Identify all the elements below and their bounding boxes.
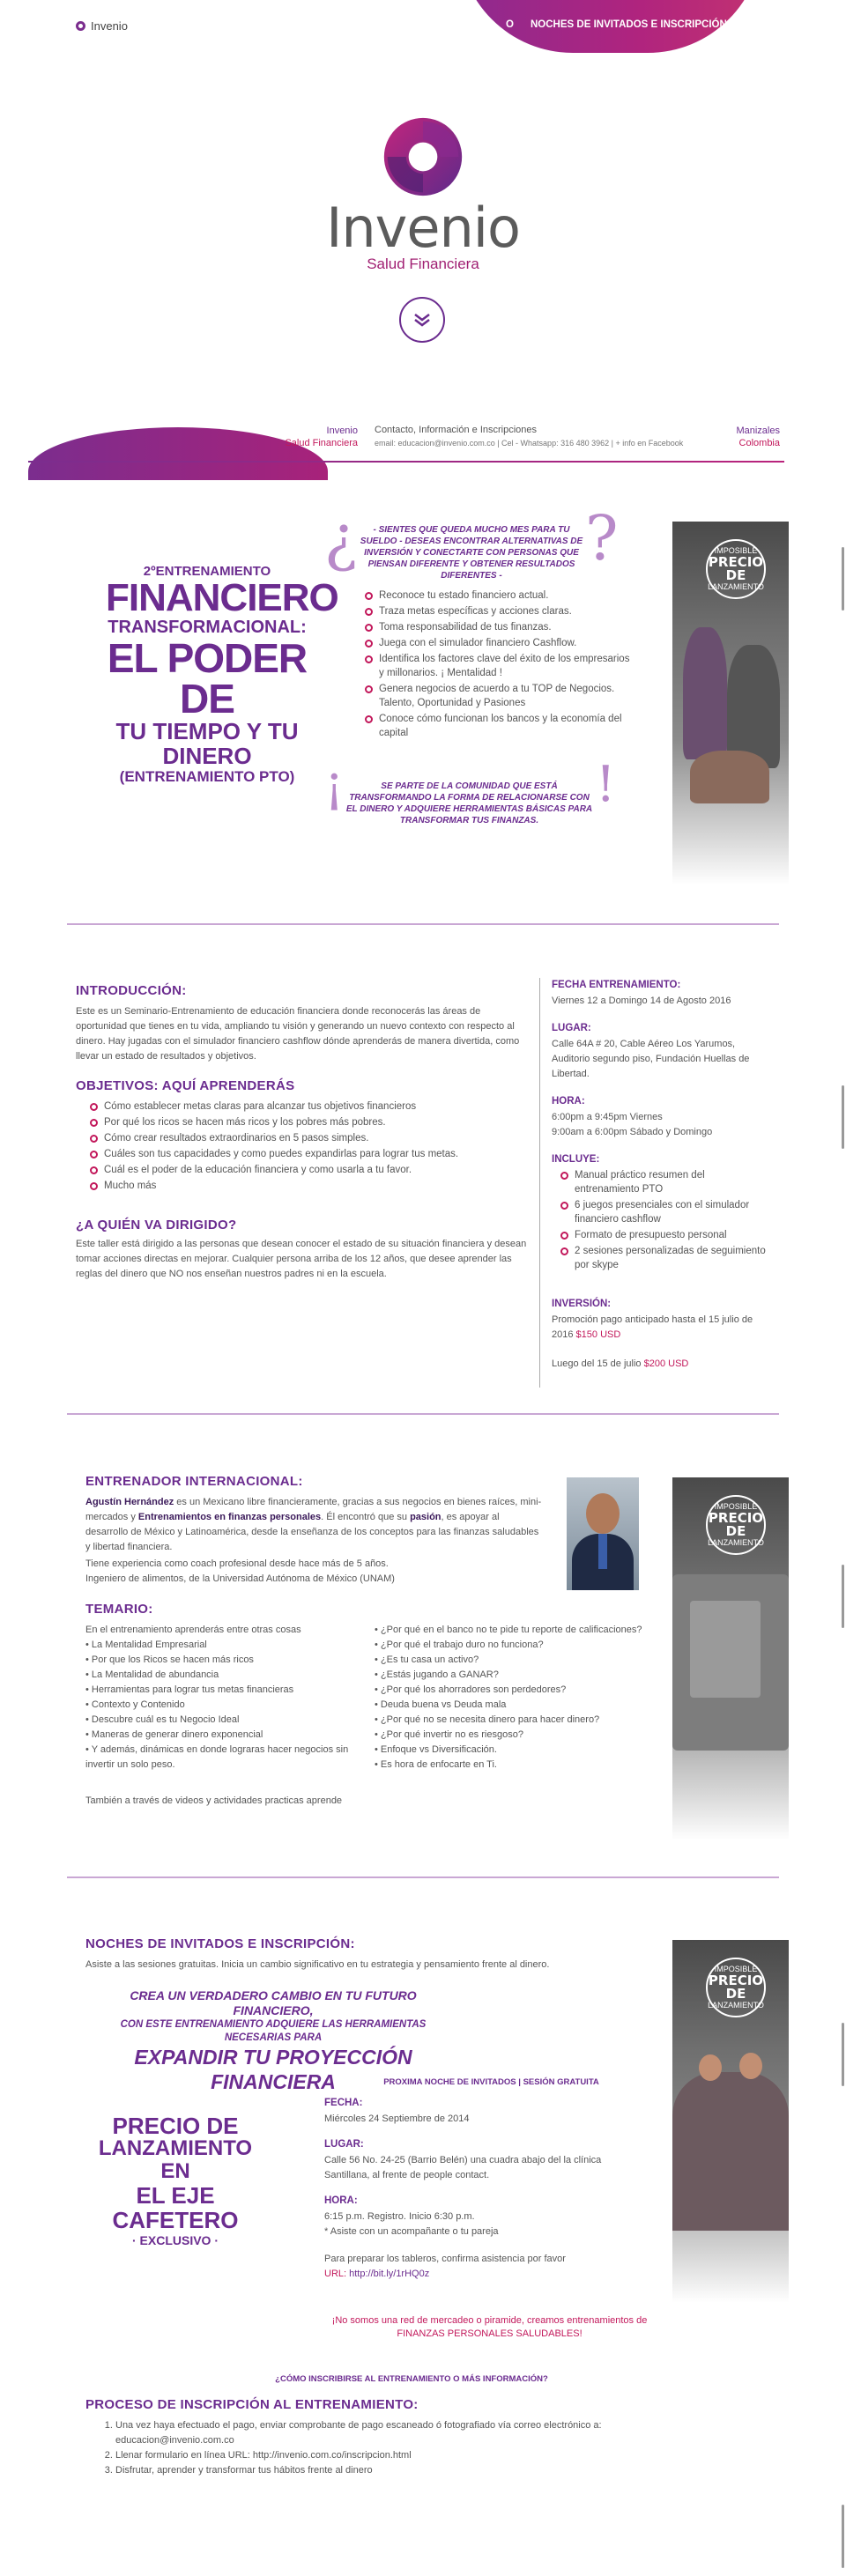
list-item: Reconoce tu estado financiero actual. [363,588,636,603]
trainer-bio-bold-2: Entrenamientos en finanzas personales [137,1512,322,1522]
contact-brand-name: Invenio [326,426,358,436]
trainer-bio-3: , es apoyar al desarrollo de México y Latinoamérica, desde la enseñanza de los conceptos para las finanzas saludables y libertad financiera. [85,1512,539,1552]
process-steps [101,2418,630,2478]
pto-title-l2: FINANCIERO [106,576,338,619]
banner-line-2: CON ESTE ENTRENAMIENTO ADQUIERE LAS HERRAMIENTAS NECESARIAS PARA [120,2019,427,2043]
contact-brand-sub: Salud Financiera [285,438,358,448]
pto-title-l5: TU TIEMPO Y TU DINERO [115,718,299,769]
list-item: • Enfoque vs Diversificación. [375,1744,497,1755]
lugar-text: Calle 56 No. 24-25 (Barrio Belén) una cuadra abajo del la clínica Santillana, al frente de people contact. [324,2155,602,2180]
trainer-bio-2: . Él encontró que su [321,1512,411,1522]
list-item: • ¿Por qué los ahorradores son perdedores? [375,1684,567,1695]
promo-l4: · EXCLUSIVO · [131,2233,219,2247]
list-item: • Descubre cuál es tu Negocio Ideal [85,1714,240,1725]
list-item: • Contexto y Contenido [85,1699,185,1710]
training-photo-3 [672,1940,789,2303]
objectives-list [88,1099,529,1195]
intro-text: Este es un Seminario-Entrenamiento de educación financiera donde reconocerás las áreas de oportunidad que tienes en tu vida, ampliando tu visión y generando un nuevo contexto con respecto al dinero. Hay jugadas con el simulador financiero cashflow dónde aprenderás de manera divertida, como llevar un estado de resultados y objetivos. [76,1006,520,1062]
badge-mid: PRECIO DE [708,1510,764,1539]
benefits-list [363,588,636,742]
hour-line-1: 6:00pm a 9:45pm Viernes [552,1112,663,1122]
prep-url-link[interactable]: http://bit.ly/1rHQ0z [349,2269,430,2279]
how-to-title: ¿CÓMO INSCRIBIRSE AL ENTRENAMIENTO O MÁS INFORMACIÓN? [275,2374,548,2384]
exclamation-close-icon: ! [596,756,616,813]
list-item: Cómo crear resultados extraordinarios en 5 pasos simples. [88,1131,529,1145]
audience-text: Este taller está dirigido a las personas que desean conocer el estado de su situación financiera y desean tomar acciones directas en mejorar. Cualquier persona arriba de los 12 años, que desee aprender las reglas del dinero que NO nos enseñan nuestros padres ni en la escuela. [76,1239,527,1279]
contact-city [696,425,780,449]
question-banner: - SIENTES QUE QUEDA MUCHO MES PARA TU SUELDO - DESEAS ENCONTRAR ALTERNATIVAS DE INVERSIÓN Y CONECTARTE CON PERSONAS QUE PIENSAN DIFERENTE Y OBTENER RESULTADOS DIFERENTES - [360,525,583,581]
objectives-title: OBJETIVOS: AQUÍ APRENDERÁS [76,1078,295,1093]
place-title: LUGAR: [552,1023,591,1033]
trainer-title: ENTRENADOR INTERNACIONAL: [85,1474,303,1489]
section-divider [67,1876,779,1878]
list-item: • ¿Es tu casa un activo? [375,1654,479,1665]
audience-title: ¿A QUIÉN VA DIRIGIDO? [76,1218,237,1232]
community-banner: SE PARTE DE LA COMUNIDAD QUE ESTÁ TRANSFORMANDO LA FORMA DE RELACIONARSE CON EL DINERO Y ADQUIERE HERRAMIENTAS BÁSICAS PARA TRANSFORMAR TUS FINANZAS. [345,781,593,825]
section-divider [67,923,779,925]
price-early: $150 USD [575,1329,621,1340]
list-item: • ¿Estás jugando a GANAR? [375,1669,499,1680]
promo-l2: LANZAMIENTO EN [98,2136,253,2183]
investment-early-text: Promoción pago anticipado hasta el 15 julio de 2016 [552,1314,753,1340]
nav-brand[interactable] [76,19,128,33]
list-item: • Por que los Ricos se hacen más ricos [85,1654,254,1665]
process-title: PROCESO DE INSCRIPCIÓN AL ENTRENAMIENTO: [85,2397,419,2412]
temario-title: TEMARIO: [85,1602,153,1617]
list-item: Mucho más [88,1179,529,1193]
list-item[interactable]: 2. Llenar formulario en línea URL: http://invenio.com.co/inscripcion.html [115,2448,630,2463]
price-late: $200 USD [643,1358,689,1369]
trainer-bio-bold-3: pasión [410,1512,442,1522]
badge-top: IMPOSIBLE [714,546,758,555]
hour-title: HORA: [552,1096,585,1107]
contact-title: Contacto, Información e Inscripciones [375,425,538,435]
scroll-down-button[interactable] [399,297,445,343]
chevron-double-down-icon [412,312,432,328]
photo-badge [706,539,766,599]
badge-bot: LANZAMIENTO [708,1538,764,1547]
promo-graphic [97,2114,254,2248]
question-mark-close-icon: ? [585,502,619,574]
lugar-title: LUGAR: [324,2139,364,2150]
badge-bot: LANZAMIENTO [708,582,764,591]
date-title: FECHA ENTRENAMIENTO: [552,980,681,990]
list-item: • La Mentalidad Empresarial [85,1640,207,1650]
list-item: 6 juegos presenciales con el simulador financiero cashflow [559,1198,772,1226]
badge-top: IMPOSIBLE [714,1502,758,1511]
list-item: 2 sesiones personalizadas de seguimiento por skype [559,1244,772,1272]
contact-brand [282,425,358,449]
prep-text: Para preparar los tableros, confirma asistencia por favor [324,2254,566,2264]
pto-title-l3: TRANSFORMACIONAL: [108,618,307,637]
temario-list-left [85,1638,354,1773]
badge-bot: LANZAMIENTO [708,2001,764,2010]
nav-brand-label: Invenio [91,19,128,33]
list-item: • Y además, dinámicas en donde lograras hacer negocios sin invertir un solo peso. [85,1744,349,1770]
list-item: Genera negocios de acuerdo a tu TOP de Negocios. Talento, Oportunidad y Pasiones [363,682,636,710]
invenio-logo-mark [381,115,465,199]
list-item: • Maneras de generar dinero exponencial [85,1729,263,1740]
pto-title-l6: (ENTRENAMIENTO PTO) [119,768,295,785]
nav-item-invitados[interactable]: NOCHES DE INVITADOS E INSCRIPCIÓN [531,19,727,30]
investment-title: INVERSIÓN: [552,1299,612,1309]
column-divider [539,978,540,1388]
list-item: • ¿Por qué invertir no es riesgoso? [375,1729,523,1740]
list-item: Juega con el simulador financiero Cashflow. [363,636,636,650]
trainer-photo [567,1477,639,1590]
photo-badge [706,1495,766,1555]
list-item: 3. Disfrutar, aprender y transformar tus hábitos frente al dinero [115,2463,630,2478]
list-item: • La Mentalidad de abundancia [85,1669,219,1680]
temario-intro: En el entrenamiento aprenderás entre otras cosas [85,1625,301,1635]
hora-text: 6:15 p.m. Registro. Inicio 6:30 p.m. [324,2211,475,2222]
nav-item-0[interactable]: O [506,19,514,30]
list-item: • Es hora de enfocarte en Ti. [375,1759,497,1770]
contact-country: Colombia [738,438,780,448]
list-item: • ¿Por qué el trabajo duro no funciona? [375,1640,544,1650]
trainer-education: Ingeniero de alimentos, de la Universidad Autónoma de México (UNAM) [85,1573,395,1584]
scrollbar-thumb[interactable] [842,2023,844,2086]
hora-title: HORA: [324,2195,358,2206]
includes-title: INCLUYE: [552,1154,600,1165]
scrollbar-thumb[interactable] [842,2505,844,2568]
nav-menu [458,0,762,53]
banner-line-3: EXPANDIR TU PROYECCIÓN FINANCIERA [134,2046,412,2093]
investment-late [552,1357,772,1372]
list-item: Identifica los factores clave del éxito de los empresarios y millonarios. ¡ Mentalidad ! [363,652,636,680]
fecha-text: Miércoles 24 Septiembre de 2014 [324,2113,470,2124]
badge-mid: PRECIO DE [708,554,764,583]
pto-title-l1: 2ºENTRENAMIENTO [143,564,271,579]
scrollbar-thumb[interactable] [842,547,844,611]
list-item: Toma responsabilidad de tus finanzas. [363,620,636,634]
invitados-subtitle: Asiste a las sesiones gratuitas. Inicia un cambio significativo en tu estrategia y pensamiento frente al dinero. [85,1959,550,1970]
promo-l1: PRECIO DE [112,2113,239,2139]
prep-url-line [324,2267,615,2282]
investment-early [552,1313,772,1343]
prep-url-label: URL: [324,2269,347,2279]
list-item: • Deuda buena vs Deuda mala [375,1699,507,1710]
list-item: Manual práctico resumen del entrenamiento PTO [559,1168,772,1196]
badge-mid: PRECIO DE [708,1973,764,2002]
list-item: • ¿Por qué en el banco no te pide tu reporte de calificaciones? [375,1625,642,1635]
fecha-title: FECHA: [324,2098,363,2108]
warning-text: ¡No somos una red de mercadeo o piramide, creamos entrenamientos de FINANZAS PERSONALES SALUDABLES! [331,2315,648,2339]
hero-logo-subtitle: Salud Financiera [367,255,479,272]
training-photo-2 [672,1477,789,1840]
date-text: Viernes 12 a Domingo 14 de Agosto 2016 [552,996,731,1006]
training-photo-1 [672,522,789,885]
investment-late-text: Luego del 15 de julio [552,1358,642,1369]
invitados-title: NOCHES DE INVITADOS E INSCRIPCIÓN: [85,1936,355,1951]
scrollbar-thumb[interactable] [842,1085,844,1149]
promo-l3: EL EJE CAFETERO [112,2182,239,2233]
list-item: Traza metas específicas y acciones claras. [363,604,636,618]
list-item: Cuáles son tus capacidades y como puedes expandirlas para lograr tus metas. [88,1147,529,1161]
list-item: • Herramientas para lograr tus metas financieras [85,1684,294,1695]
next-session-title: PROXIMA NOCHE DE INVITADOS | SESIÓN GRATUITA [383,2077,599,2087]
badge-top: IMPOSIBLE [714,1965,758,1973]
trainer-bio-1: es un Mexicano libre financieramente, gracias a sus negocios en bienes raíces, mini-mercados y [85,1497,542,1522]
intro-title: INTRODUCCIÓN: [76,983,187,998]
trainer-experience: Tiene experiencia como coach profesional desde hace más de 5 años. [85,1558,389,1569]
hero-logo-word: Invenio [326,196,520,260]
event-details [552,980,772,1372]
list-item: 1. Una vez haya efectuado el pago, enviar comprobante de pago escaneado ó fotografiado vía correo electrónico a: educacion@invenio.com.co [115,2418,630,2448]
contact-details[interactable]: email: educacion@invenio.com.co | Cel - Whatsapp: 316 480 3962 | + info en Facebook [375,439,684,448]
list-item: Conoce cómo funcionan los bancos y la economía del capital [363,712,636,740]
exclamation-open-icon: ¡ [324,756,345,813]
pto-title-l4: EL PODER DE [107,635,308,722]
pto-title-graphic [106,564,338,786]
section-divider [67,1413,779,1415]
trainer-bio [85,1495,544,1555]
contact-divider [28,461,784,463]
contact-city-name: Manizales [736,426,780,436]
session-details [324,2098,615,2282]
photo-badge [706,1958,766,2017]
hour-line-2: 9:00am a 6:00pm Sábado y Domingo [552,1127,713,1137]
list-item: Formato de presupuesto personal [559,1228,772,1242]
list-item: • ¿Por qué no se necesita dinero para hacer dinero? [375,1714,600,1725]
list-item: Por qué los ricos se hacen más ricos y los pobres más pobres. [88,1115,529,1129]
place-text: Calle 64A # 20, Cable Aéreo Los Yarumos, Auditorio segundo piso, Fundación Huellas de Libertad. [552,1039,750,1079]
trainer-name: Agustín Hernández [85,1497,174,1507]
list-item: Cuál es el poder de la educación financiera y como usarla a tu favor. [88,1163,529,1177]
banner-line-1: CREA UN VERDADERO CAMBIO EN TU FUTURO FINANCIERO, [130,1988,417,2017]
top-nav [0,0,846,53]
invenio-logo-icon [76,21,85,31]
question-mark-open-icon: ¿ [324,502,358,574]
includes-list [552,1168,772,1272]
temario-footer: También a través de videos y actividades practicas aprende [85,1795,343,1806]
temario-list-right [375,1623,657,1773]
scrollbar-thumb[interactable] [842,1565,844,1628]
list-item: Cómo establecer metas claras para alcanzar tus objetivos financieros [88,1099,529,1114]
hora-note: * Asiste con un acompañante o tu pareja [324,2226,499,2237]
